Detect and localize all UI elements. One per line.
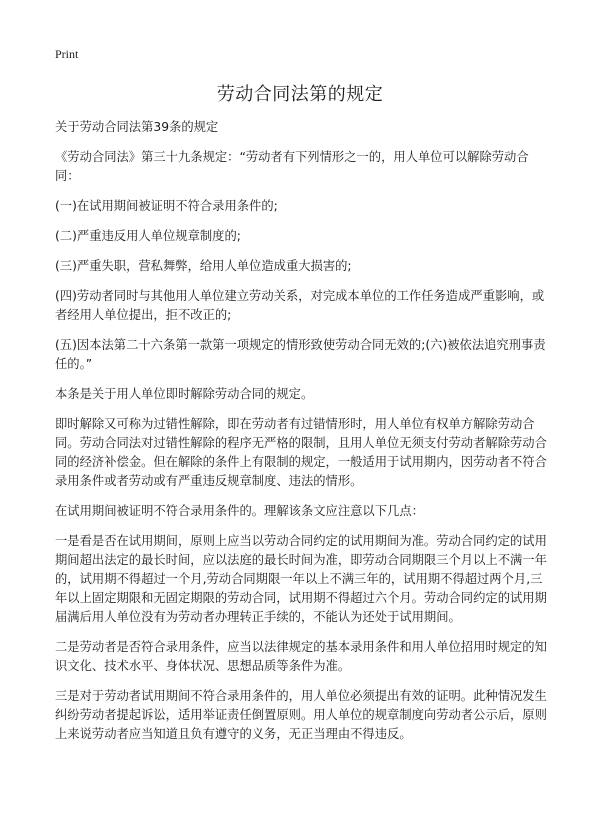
section-heading: 关于劳动合同法第39条的规定 [55, 120, 219, 134]
list-item-2: (二)严重违反用人单位规章制度的; [55, 229, 241, 243]
list-item-3: (三)严重失职，营私舞弊，给用人单位造成重大损害的; [55, 259, 352, 273]
paragraph-probation-intro: 在试用期间被证明不符合录用条件的。理解该条文应注意以下几点： [55, 504, 424, 518]
document-body [55, 118, 550, 755]
paragraph-quote-intro: 《劳动合同法》第三十九条规定：“劳动者有下列情形之一的，用人单位可以解除劳动合同： [55, 150, 529, 183]
print-label: Print [55, 47, 79, 61]
paragraph-explanation: 即时解除又可称为过错性解除，即在劳动者有过错情形时，用人单位有权单方解除劳动合同。劳动合同法对过错性解除的程序无严格的限制，且用人单位无须支付劳动者解除劳动合同的经济补偿金。但在解除的条件上有限制的规定，一般适用于试用期内，因劳动者不符合录用条件或者劳动或有严重违反规章制度、违法的情形。 [55, 417, 547, 488]
list-item-4: (四)劳动者同时与其他用人单位建立劳动关系，对完成本单位的工作任务造成严重影响，或者经用人单位提出，拒不改正的; [55, 289, 545, 322]
paragraph-point-3: 三是对于劳动者试用期间不符合录用条件的，用人单位必须提出有效的证明。此种情况发生纠纷劳动者提起诉讼，适用举证责任倒置原则。用人单位的规章制度向劳动者公示后，原则上来说劳动者应当知道且负有遵守的义务，无正当理由不得违反。 [55, 689, 547, 741]
list-item-5-6: (五)因本法第二十六条第一款第一项规定的情形致使劳动合同无效的;(六)被依法追究刑事责任的。” [55, 338, 546, 371]
document-title: 劳动合同法第的规定 [216, 84, 384, 105]
list-item-1: (一)在试用期间被证明不符合录用条件的; [55, 199, 278, 213]
paragraph-point-1: 一是看是否在试用期间，原则上应当以劳动合同约定的试用期间为准。劳动合同约定的试用期间超出法定的最长时间，应以法庭的最长时间为准，即劳动合同期限三个月以上不满一年的，试用期不得超过一个月,劳动合同期限一年以上不满三年的，试用期不得超过两个月,三年以上固定期限和无固定期限的劳动合同，试用期不得超过六个月。劳动合同约定的试用期届满后用人单位没有为劳动者办理转正手续的，不能认为还处于试用期间。 [55, 534, 547, 624]
paragraph-point-2: 二是劳动者是否符合录用条件，应当以法律规定的基本录用条件和用人单位招用时规定的知识文化、技术水平、身体状况、思想品质等条件为准。 [55, 640, 547, 673]
paragraph-summary: 本条是关于用人单位即时解除劳动合同的规定。 [55, 387, 314, 401]
